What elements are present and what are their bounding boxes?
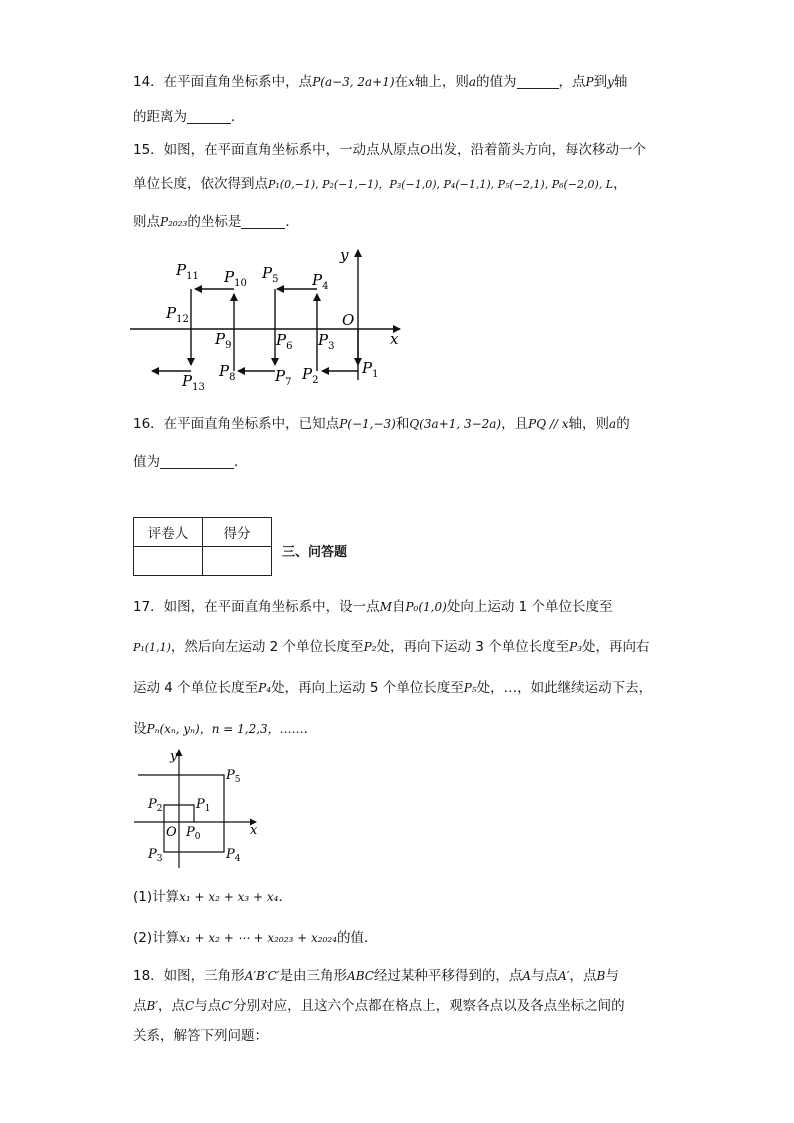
q16-text: 的 [616,416,630,432]
label-p8: $P_8$ [219,362,236,383]
q17-line3 [133,678,652,698]
q15-text: 单位长度，依次得到点 [133,176,268,192]
q17-text: ，然后向左运动 2 个单位长度至 [170,639,364,655]
label-p1: $P_1$ [196,797,211,814]
label-p0: $P_0$ [186,825,201,842]
q17-p5: P₅ [463,681,477,695]
q14-line1 [133,72,627,92]
q18-text: 与 [605,968,619,984]
q15-text: 15．如图，在平面直角坐标系中，一动点从原点 [133,142,421,158]
q15-line2 [133,174,627,195]
label-p9: $P_9$ [215,330,232,351]
q17-line1 [133,597,613,617]
q15-points: P₁(0,−1), P₂(−1,−1)，P₃(−1,0), P₄(−1,1), P₅(−2,1), P₆(−2,0), L [268,178,614,191]
label-p5: $P_5$ [226,768,241,785]
q16-text: ，且 [501,416,529,432]
q18-text: ，点 [569,968,597,984]
q15-origin: O [420,143,431,157]
q16-line2 [133,452,248,472]
q17-text: ． [303,721,318,737]
label-p11: $P_{11}$ [176,261,199,282]
q17-text: 处向上运动 1 个单位长度至 [446,599,613,615]
q14-text: 的值为 [476,74,517,90]
q17-sub2 [133,928,378,948]
q18-t1: A′B′C′ [244,969,280,983]
label-p6: $P_6$ [276,331,293,352]
q17-sum2: x₁ + x₂ + ⋯ + x₂₀₂₃ + x₂₀₂₄ [179,931,338,945]
q16-text: 值为 [133,454,160,470]
answer-blank[interactable] [517,74,559,89]
q18-line3 [133,1026,268,1046]
answer-blank[interactable] [187,109,231,124]
q17-text: 运动 4 个单位长度至 [133,680,259,696]
q17-text: 处，…，如此继续运动下去， [476,680,653,696]
label-p4: $P_4$ [226,847,241,864]
q15-p2023: P₂₀₂₃ [160,215,188,229]
q14-y: y [607,75,614,89]
q15-figure [130,240,420,400]
q16-point-p: P(−1,−3) [339,417,396,431]
q17-p3: P₃ [569,640,583,654]
q16-text: ． [234,454,248,470]
q17-text: 的值． [337,930,378,946]
q18-text: 与点 [531,968,559,984]
q14-text: 在 [394,74,409,90]
q17-sub1 [133,887,292,907]
q16-text: 16．在平面直角坐标系中，已知点 [133,416,340,432]
q16-text: 轴，则 [568,416,610,432]
q16-line1 [133,414,630,434]
q17-p2: P₂ [363,640,377,654]
q17-p4: P₄ [258,681,272,695]
q14-p: P [585,75,594,89]
label-origin: O [342,311,355,329]
q18-text: ，点 [158,998,186,1014]
q14-text: ，点 [558,74,586,90]
label-y: y [340,246,349,264]
q17-p0: P₀(1,0) [405,600,447,614]
q17-text: 自 [391,599,406,615]
label-x: x [250,823,258,838]
label-y: y [170,749,178,764]
label-x: x [390,330,399,348]
q18-t2: ABC [347,969,374,983]
q17-p1: P₁(1,1) [133,641,171,654]
q18-c2: C′ [221,999,234,1013]
q18-c: C [185,999,195,1013]
score-table-header-score: 得分 [203,518,272,547]
label-p1: $P_1$ [362,359,379,380]
q14-text: 14．在平面直角坐标系中，点 [133,74,313,90]
q17-text: (2)计算 [133,930,180,946]
q16-parallel: PQ // x [528,417,569,431]
label-p7: $P_7$ [275,367,292,388]
q14-point-p: P(a−3, 2a+1) [312,75,395,89]
q16-a: a [609,417,617,431]
q14-text: 的距离为 [133,109,187,125]
q17-text: 设 [133,721,147,737]
label-p3: $P_3$ [318,331,335,352]
q17-text: 处，再向上运动 5 个单位长度至 [271,680,464,696]
q17-text: (1)计算 [133,889,180,905]
label-p13: $P_{13}$ [182,372,205,393]
score-table-header-reviewer: 评卷人 [134,518,203,547]
label-p12: $P_{12}$ [166,304,189,325]
q18-text: 关系，解答下列问题： [133,1028,268,1044]
q15-text: 的坐标是 [187,214,242,230]
q14-text: 轴 [613,74,628,90]
q15-line1 [133,140,646,160]
q18-text: 是由三角形 [279,968,348,984]
score-table-cell-score[interactable] [203,547,272,576]
q18-line1 [133,966,619,986]
label-p4: $P_4$ [312,271,329,292]
q18-a2: A′ [558,969,570,983]
q16-point-q: Q(3a+1, 3−2a) [409,417,502,431]
score-table [133,517,272,576]
q18-a: A [522,969,532,983]
q18-text: 点 [133,998,147,1014]
q18-line2 [133,996,625,1016]
q16-text: 和 [395,416,410,432]
answer-blank[interactable] [241,214,285,229]
q17-sum1: x₁ + x₂ + x₃ + x₄ [179,890,279,904]
q14-line2 [133,107,245,127]
q14-text: 轴上，则 [414,74,469,90]
q17-text: 处，再向右 [582,639,650,655]
q17-text: 处，再向下运动 3 个单位长度至 [376,639,570,655]
answer-blank[interactable] [160,454,234,469]
q15-text: ， [613,176,627,192]
q17-line2 [133,637,650,658]
label-p2: $P_2$ [148,797,163,814]
q14-a: a [468,75,477,89]
label-p5: $P_5$ [262,264,279,285]
q17-figure [130,744,270,872]
q17-text: 17．如图，在平面直角坐标系中，设一点 [133,599,380,615]
q18-text: 分别对应，且这六个点都在格点上，观察各点以及各点坐标之间的 [233,998,625,1014]
label-p10: $P_{10}$ [224,268,247,289]
section-title: 三、问答题 [282,545,348,560]
q15-text: ． [285,214,299,230]
q15-text: 出发，沿着箭头方向，每次移动一个 [430,142,647,158]
q17-pn: Pₙ(xₙ, yₙ)，n = 1,2,3，…… [146,722,304,736]
q17-text: ． [278,889,292,905]
q17-m: M [379,600,392,614]
q18-text: 18．如图，三角形 [133,968,245,984]
spiral-path [138,775,224,852]
q15-text: 则点 [133,214,160,230]
q14-text: ． [231,109,245,125]
label-p3: $P_3$ [148,847,163,864]
label-p2: $P_2$ [302,365,319,386]
label-origin: O [166,825,177,840]
q15-line3 [133,212,299,232]
q18-b: B [596,969,606,983]
q14-text: 到 [593,74,608,90]
q17-line4 [133,719,317,739]
q18-text: 与点 [194,998,222,1014]
q14-x: x [408,75,415,89]
score-table-cell-reviewer[interactable] [134,547,203,576]
q18-text: 经过某种平移得到的，点 [373,968,523,984]
q18-b2: B′ [146,999,159,1013]
